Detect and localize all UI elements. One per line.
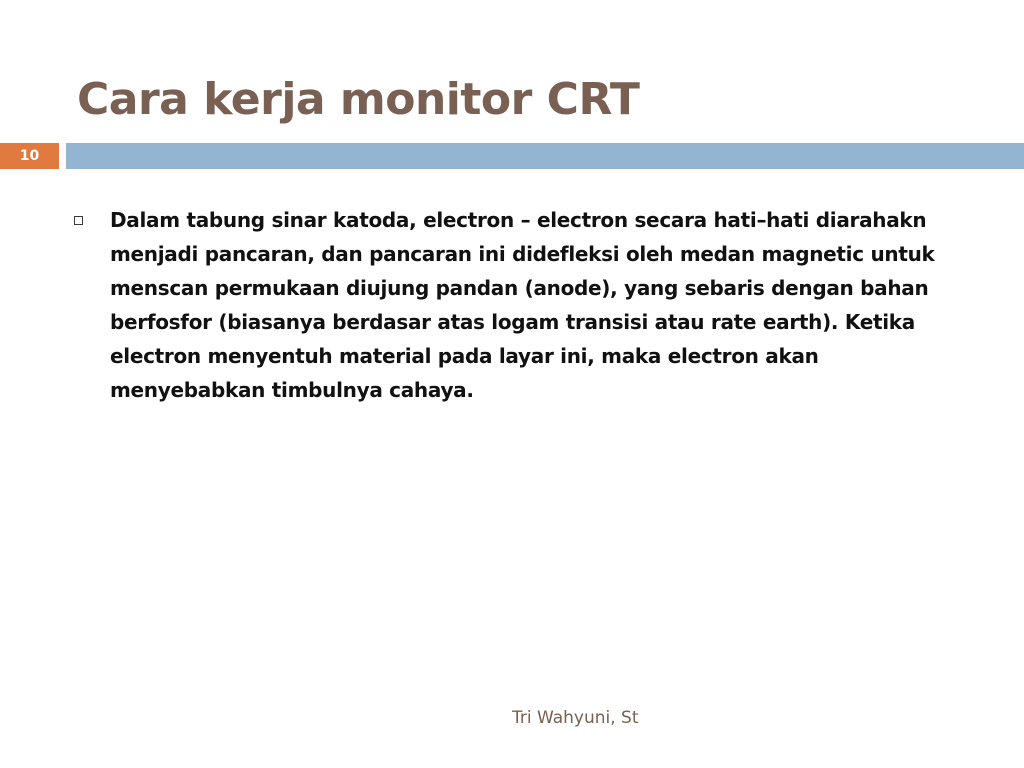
- bullet-list: [72, 203, 952, 407]
- accent-bar: [66, 143, 1024, 169]
- square-bullet-icon: [74, 216, 83, 225]
- slide-title: Cara kerja monitor CRT: [77, 74, 640, 125]
- bullet-item: [72, 203, 952, 407]
- slide-number-badge: 10: [0, 143, 59, 169]
- bullet-text: Dalam tabung sinar katoda, electron – electron secara hati–hati diarahakn menjadi pancaran, dan pancaran ini didefleksi oleh medan magnetic untuk menscan permukaan diujung pandan (anode), yang sebaris dengan bahan berfosfor (biasanya berdasar atas logam transisi atau rate earth). Ketika electron menyentuh material pada layar ini, maka electron akan menyebabkan timbulnya cahaya.: [110, 208, 935, 402]
- footer-author: Tri Wahyuni, St: [512, 708, 639, 728]
